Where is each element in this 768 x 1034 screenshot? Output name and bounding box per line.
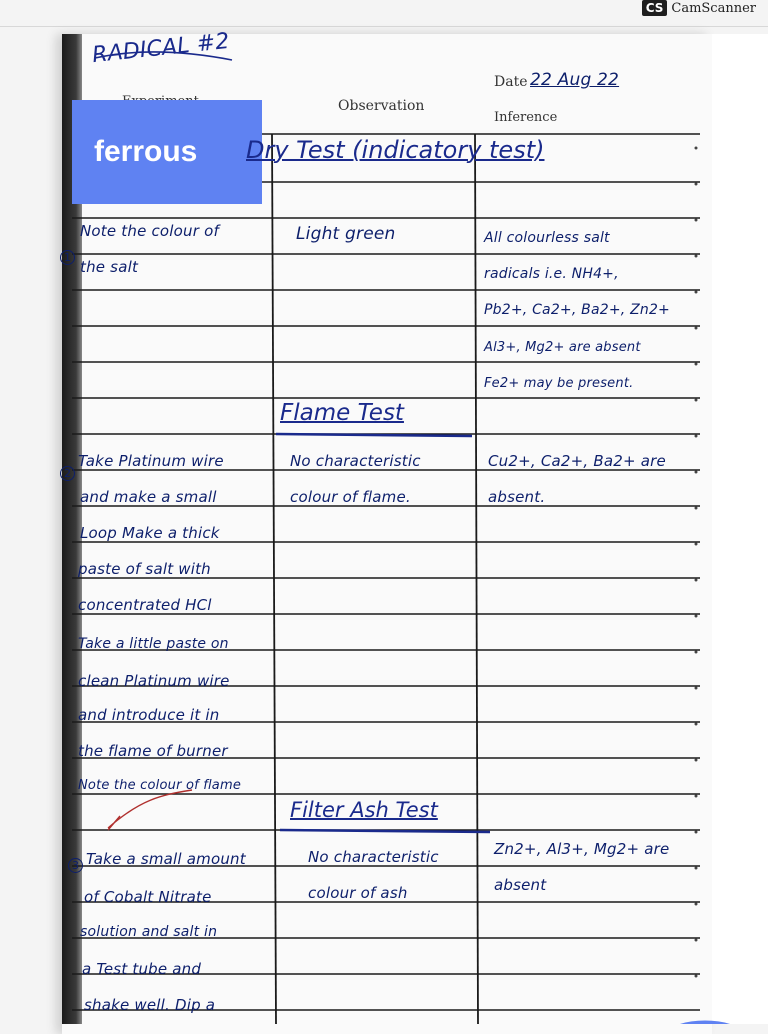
cs-brand-name: CamScanner <box>671 0 756 16</box>
radical-title: RADICAL #2 <box>91 28 231 69</box>
experiment-line: solution and salt in <box>80 924 218 940</box>
inference-line: Fe2+ may be present. <box>484 376 634 391</box>
experiment-line: and introduce it in <box>78 706 220 724</box>
experiment-line: a Test tube and <box>82 960 202 978</box>
experiment-line: the salt <box>80 258 139 276</box>
inference-line: absent <box>494 876 547 894</box>
column-observation: Observation <box>338 98 425 114</box>
experiment-line: of Cobalt Nitrate <box>84 888 212 906</box>
experiment-line: paste of salt with <box>78 560 211 578</box>
heading-dry-test: Dry Test (indicatory test) <box>246 136 545 164</box>
heading-filter-ash-test: Filter Ash Test <box>290 798 438 822</box>
experiment-line: concentrated HCl <box>78 596 212 614</box>
inference-line: Cu2+, Ca2+, Ba2+ are <box>488 452 666 470</box>
experiment-line: the flame of burner <box>78 742 228 760</box>
inference-line: Zn2+, Al3+, Mg2+ are <box>494 840 670 858</box>
step-number: 1 <box>60 250 75 265</box>
observation-line: No characteristic <box>290 452 421 470</box>
inference-line: Pb2+, Ca2+, Ba2+, Zn2+ <box>484 302 670 318</box>
date-value: 22 Aug 22 <box>530 70 620 90</box>
experiment-line: clean Platinum wire <box>78 672 230 690</box>
inference-line: All colourless salt <box>484 230 610 246</box>
ferrous-overlay-label: ferrous <box>72 100 262 204</box>
cs-badge: CS <box>642 0 668 16</box>
observation-line: Light green <box>296 224 396 244</box>
step-number: 2 <box>60 466 75 481</box>
experiment-line: Take a small amount <box>86 850 246 868</box>
experiment-line: shake well. Dip a <box>84 996 216 1014</box>
experiment-line: and make a small <box>80 488 217 506</box>
heading-flame-test: Flame Test <box>280 400 404 426</box>
experiment-line: Take Platinum wire <box>78 452 224 470</box>
column-inference: Inference <box>494 110 558 125</box>
observation-line: colour of flame. <box>290 488 411 506</box>
step-number: 3 <box>68 858 83 873</box>
experiment-line: Note the colour of <box>80 222 219 240</box>
inference-line: absent. <box>488 488 546 506</box>
experiment-line: Take a little paste on <box>78 636 229 652</box>
inference-line: Al3+, Mg2+ are absent <box>484 340 641 355</box>
experiment-line: Note the colour of flame <box>78 778 242 793</box>
observation-line: No characteristic <box>308 848 439 866</box>
inference-line: radicals i.e. NH4+, <box>484 266 619 282</box>
experiment-line: Loop Make a thick <box>80 524 220 542</box>
observation-line: colour of ash <box>308 884 408 902</box>
date-label: Date <box>494 74 528 90</box>
